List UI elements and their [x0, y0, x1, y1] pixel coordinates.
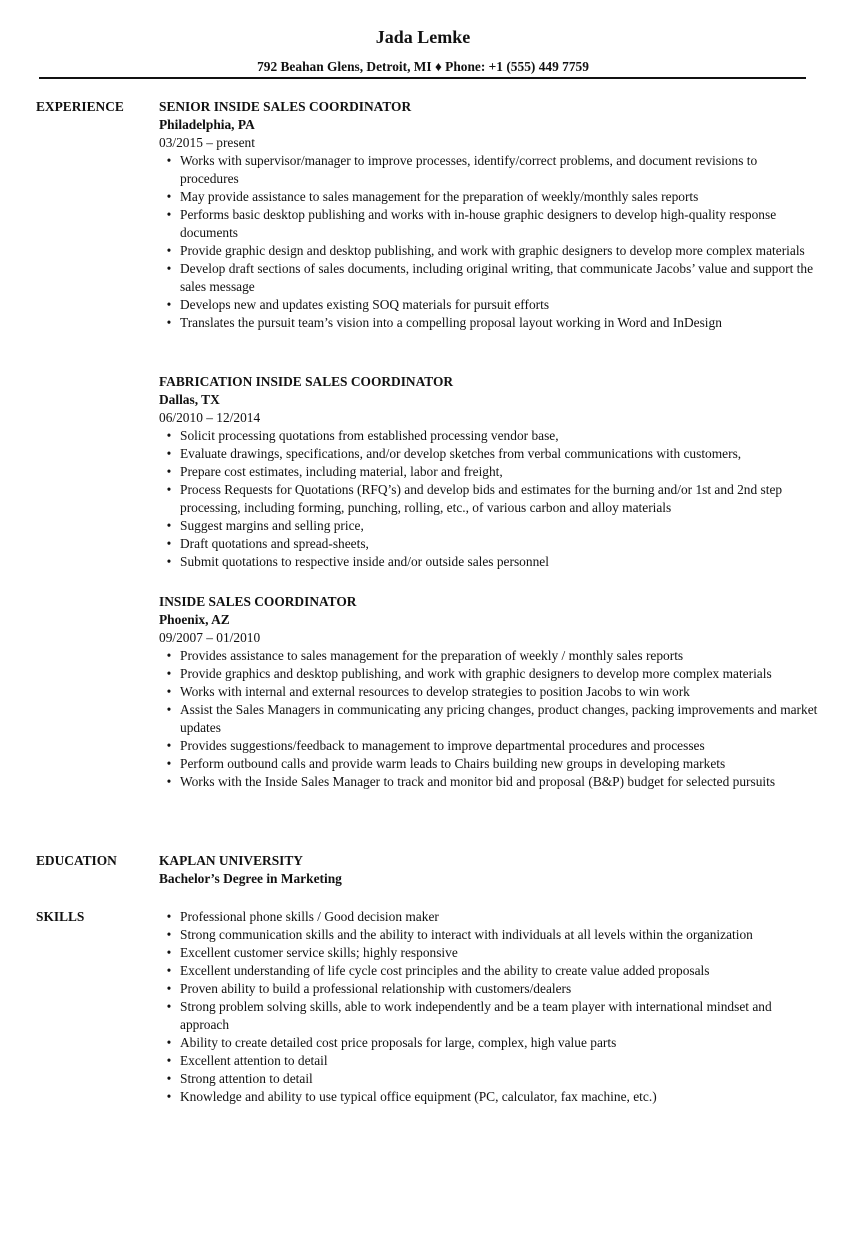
list-item [159, 944, 819, 962]
job-bullets [159, 647, 819, 791]
job-entry [159, 593, 819, 791]
list-item [159, 773, 819, 791]
job-dates: 09/2007 – 01/2010 [159, 630, 261, 645]
bullet-icon: • [166, 945, 172, 960]
list-item [159, 908, 819, 926]
section-label-skills: SKILLS [36, 909, 85, 924]
skill-text: Excellent customer service skills; highly responsive [180, 945, 458, 960]
bullet-text: Works with internal and external resources to develop strategies to position Jacobs to win work [180, 684, 690, 699]
list-item [159, 998, 819, 1034]
candidate-name: Jada Lemke [375, 27, 471, 47]
list-item [159, 242, 819, 260]
bullet-icon: • [166, 1053, 172, 1068]
section-label-experience: EXPERIENCE [36, 99, 124, 114]
list-item [159, 1070, 819, 1088]
list-item [159, 980, 819, 998]
bullet-icon: • [166, 702, 172, 717]
education-degree: Bachelor’s Degree in Marketing [159, 871, 342, 886]
bullet-icon: • [166, 1035, 172, 1050]
bullet-text: Perform outbound calls and provide warm leads to Chairs building new groups in developing markets [180, 756, 726, 771]
bullet-text: Works with supervisor/manager to improve processes, identify/correct problems, and document revisions to procedures [180, 153, 758, 186]
list-item [159, 1052, 819, 1070]
bullet-icon: • [166, 446, 172, 461]
contact-line: 792 Beahan Glens, Detroit, MI ♦ Phone: +1 (555) 449 7759 [257, 59, 589, 74]
list-item [159, 445, 819, 463]
list-item [159, 1034, 819, 1052]
bullet-text: Process Requests for Quotations (RFQ’s) and develop bids and estimates for the burning and/or 1st and 2nd step processing, including forming, punching, rolling, etc., of various carbon and alloy materials [180, 482, 783, 515]
bullet-icon: • [166, 774, 172, 789]
list-item [159, 553, 819, 571]
skill-text: Strong attention to detail [180, 1071, 313, 1086]
list-item [159, 152, 819, 188]
list-item [159, 314, 819, 332]
bullet-icon: • [166, 756, 172, 771]
bullet-icon: • [166, 153, 172, 168]
education-school: KAPLAN UNIVERSITY [159, 853, 303, 868]
skills-entry [159, 908, 819, 1106]
bullet-icon: • [166, 999, 172, 1014]
skill-text: Excellent attention to detail [180, 1053, 328, 1068]
bullet-icon: • [166, 684, 172, 699]
bullet-text: Works with the Inside Sales Manager to track and monitor bid and proposal (B&P) budget for selected pursuits [180, 774, 776, 789]
job-title: INSIDE SALES COORDINATOR [159, 594, 357, 609]
list-item [159, 647, 819, 665]
bullet-text: Provide graphic design and desktop publishing, and work with graphic designers to develop more complex materials [180, 243, 805, 258]
bullet-text: Performs basic desktop publishing and works with in-house graphic designers to develop high-quality response documents [180, 207, 777, 240]
bullet-icon: • [166, 297, 172, 312]
list-item [159, 296, 819, 314]
bullet-icon: • [166, 1071, 172, 1086]
list-item [159, 701, 819, 737]
list-item [159, 260, 819, 296]
bullet-text: Solicit processing quotations from established processing vendor base, [180, 428, 559, 443]
header-divider [39, 77, 806, 79]
bullet-icon: • [166, 738, 172, 753]
job-bullets [159, 427, 819, 571]
bullet-icon: • [166, 315, 172, 330]
bullet-icon: • [166, 666, 172, 681]
list-item [159, 535, 819, 553]
bullet-icon: • [166, 464, 172, 479]
list-item [159, 206, 819, 242]
list-item [159, 926, 819, 944]
job-location: Dallas, TX [159, 392, 220, 407]
bullet-icon: • [166, 518, 172, 533]
list-item [159, 755, 819, 773]
job-title: FABRICATION INSIDE SALES COORDINATOR [159, 374, 454, 389]
bullet-icon: • [166, 909, 172, 924]
skill-text: Strong communication skills and the ability to interact with individuals at all levels within the organization [180, 927, 753, 942]
bullet-text: Develops new and updates existing SOQ materials for pursuit efforts [180, 297, 550, 312]
skill-text: Knowledge and ability to use typical office equipment (PC, calculator, fax machine, etc.) [180, 1089, 657, 1104]
job-title: SENIOR INSIDE SALES COORDINATOR [159, 99, 412, 114]
skill-text: Excellent understanding of life cycle cost principles and the ability to create value added proposals [180, 963, 710, 978]
bullet-text: Provides assistance to sales management for the preparation of weekly / monthly sales reports [180, 648, 684, 663]
list-item [159, 427, 819, 445]
bullet-text: Prepare cost estimates, including material, labor and freight, [180, 464, 503, 479]
bullet-icon: • [166, 963, 172, 978]
job-entry [159, 373, 819, 571]
list-item [159, 962, 819, 980]
bullet-icon: • [166, 207, 172, 222]
bullet-text: Assist the Sales Managers in communicating any pricing changes, product changes, packing improvements and market updates [180, 702, 818, 735]
job-bullets [159, 152, 819, 332]
bullet-icon: • [166, 482, 172, 497]
list-item [159, 737, 819, 755]
bullet-icon: • [166, 243, 172, 258]
skill-text: Proven ability to build a professional relationship with customers/dealers [180, 981, 572, 996]
bullet-text: Provides suggestions/feedback to management to improve departmental procedures and processes [180, 738, 705, 753]
bullet-text: Evaluate drawings, specifications, and/or develop sketches from verbal communications with customers, [180, 446, 742, 461]
skills-list [159, 908, 819, 1106]
skill-text: Strong problem solving skills, able to work independently and be a team player with international mindset and approach [180, 999, 772, 1032]
bullet-text: Draft quotations and spread-sheets, [180, 536, 369, 551]
bullet-text: Submit quotations to respective inside and/or outside sales personnel [180, 554, 549, 569]
bullet-icon: • [166, 648, 172, 663]
bullet-text: Develop draft sections of sales documents, including original writing, that communicate Jacobs’ value and support the sales message [180, 261, 814, 294]
skill-text: Ability to create detailed cost price proposals for large, complex, high value parts [180, 1035, 617, 1050]
bullet-icon: • [166, 428, 172, 443]
bullet-icon: • [166, 536, 172, 551]
list-item [159, 683, 819, 701]
list-item [159, 1088, 819, 1106]
bullet-text: Translates the pursuit team’s vision into a compelling proposal layout working in Word and InDesign [180, 315, 722, 330]
list-item [159, 463, 819, 481]
job-dates: 06/2010 – 12/2014 [159, 410, 261, 425]
section-label-education: EDUCATION [36, 853, 117, 868]
list-item [159, 665, 819, 683]
bullet-text: May provide assistance to sales management for the preparation of weekly/monthly sales reports [180, 189, 699, 204]
skill-text: Professional phone skills / Good decision maker [180, 909, 439, 924]
bullet-icon: • [166, 1089, 172, 1104]
bullet-text: Provide graphics and desktop publishing, and work with graphic designers to develop more complex materials [180, 666, 772, 681]
bullet-icon: • [166, 554, 172, 569]
job-dates: 03/2015 – present [159, 135, 255, 150]
bullet-text: Suggest margins and selling price, [180, 518, 364, 533]
job-location: Philadelphia, PA [159, 117, 255, 132]
list-item [159, 517, 819, 535]
bullet-icon: • [166, 927, 172, 942]
bullet-icon: • [166, 981, 172, 996]
job-location: Phoenix, AZ [159, 612, 230, 627]
bullet-icon: • [166, 261, 172, 276]
list-item [159, 188, 819, 206]
education-entry [159, 852, 819, 888]
list-item [159, 481, 819, 517]
job-entry [159, 98, 819, 332]
bullet-icon: • [166, 189, 172, 204]
